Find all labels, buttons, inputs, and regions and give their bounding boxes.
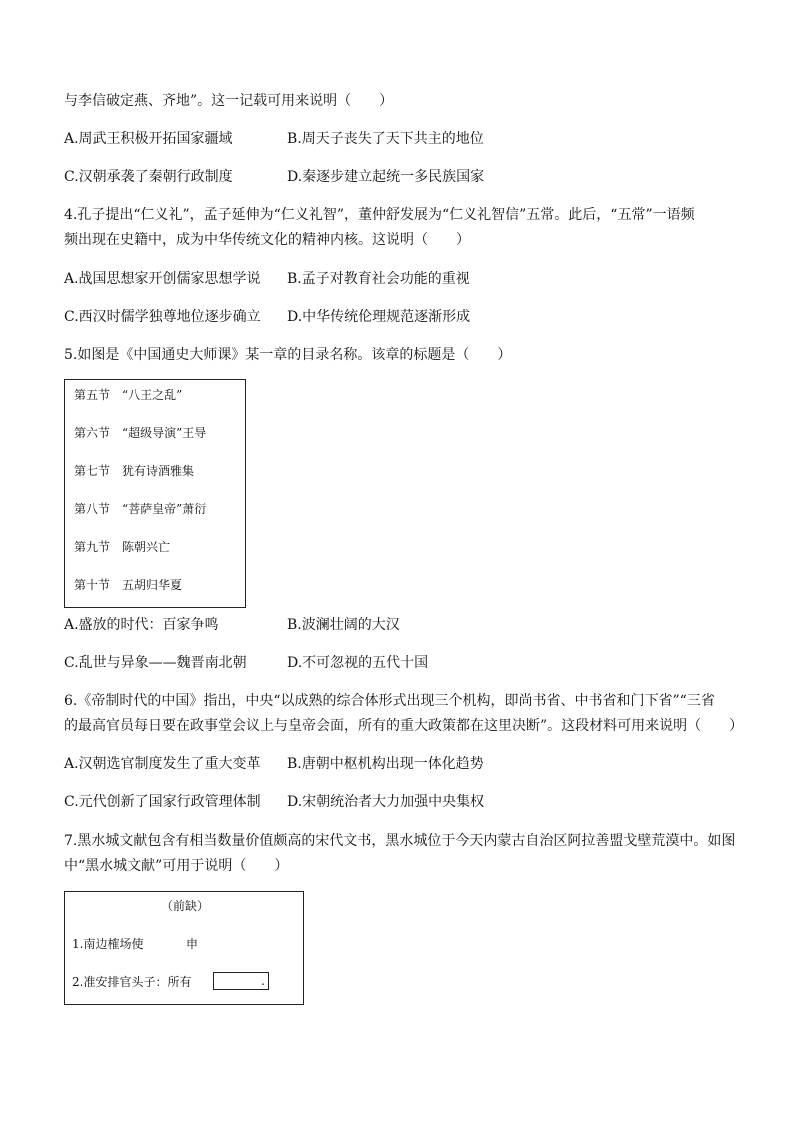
toc-item: 第十节 五胡归华夏 [74, 578, 183, 592]
doc-row1-label: 1.南边榷场使 [72, 937, 144, 951]
toc-item: 第六节 “超级导演”王导 [74, 426, 207, 440]
q4-option-d[interactable]: D.中华传统伦理规范逐渐形成 [287, 309, 471, 325]
q6-option-d[interactable]: D.宋朝统治者大力加强中央集权 [287, 794, 485, 810]
toc-item: 第五节 “八王之乱” [74, 388, 183, 402]
q5-option-a[interactable]: A.盛放的时代：百家争鸣 [64, 617, 219, 633]
q5-table-of-contents-figure [64, 379, 246, 608]
q3-option-b[interactable]: B.周天子丧失了天下共主的地位 [287, 131, 484, 147]
q5-option-d[interactable]: D.不可忽视的五代十国 [287, 655, 429, 671]
doc-row1-value: 申 [186, 937, 199, 951]
q7-document-figure [64, 891, 304, 1005]
q6-stem-line1: 6.《帝制时代的中国》指出，中央“以成熟的综合体形式出现三个机构，即尚书省、中书省和门下省”“三省 [64, 693, 715, 709]
q4-stem-line2: 频出现在史籍中，成为中华传统文化的精神内核。这说明（ ） [64, 232, 470, 248]
q3-option-a[interactable]: A.周武王积极开拓国家疆域 [64, 131, 233, 147]
toc-item: 第九节 陈朝兴亡 [74, 540, 171, 554]
q4-stem-line1: 4.孔子提出“仁义礼”，孟子延伸为“仁义礼智”，董仲舒发展为“仁义礼智信”五常。此后，“五常”一语频 [64, 207, 695, 223]
toc-item: 第八节 “菩萨皇帝”萧衍 [74, 502, 207, 516]
toc-item: 第七节 犹有诗酒雅集 [74, 464, 195, 478]
q6-option-c[interactable]: C.元代创新了国家行政管理体制 [64, 794, 261, 810]
q3-option-c[interactable]: C.汉朝承袭了秦朝行政制度 [64, 169, 233, 185]
q4-option-b[interactable]: B.孟子对教育社会功能的重视 [287, 271, 470, 287]
q4-option-c[interactable]: C.西汉时儒学独尊地位逐步确立 [64, 309, 261, 325]
q5-stem: 5.如图是《中国通史大师课》某一章的目录名称。该章的标题是（ ） [64, 347, 512, 363]
q3-option-d[interactable]: D.秦逐步建立起统一多民族国家 [287, 169, 485, 185]
q6-option-a[interactable]: A.汉朝选官制度发生了重大变革 [64, 756, 261, 772]
q4-option-a[interactable]: A.战国思想家开创儒家思想学说 [64, 271, 261, 287]
q3-stem-tail: 与李信破定燕、齐地”。这一记载可用来说明（ ） [64, 93, 394, 109]
doc-blank-box [213, 972, 269, 990]
doc-header: （前缺） [161, 899, 210, 913]
q5-option-b[interactable]: B.波澜壮阔的大汉 [287, 617, 400, 633]
q6-option-b[interactable]: B.唐朝中枢机构出现一体化趋势 [287, 756, 484, 772]
doc-blank-end: . [261, 974, 265, 988]
q7-stem-line1: 7.黑水城文献包含有相当数量价值颇高的宋代文书，黑水城位于今天内蒙古自治区阿拉善盟戈壁荒漠中。如图 [64, 833, 736, 849]
q6-stem-line2: 的最高官员每日要在政事堂会议上与皇帝会面，所有的重大政策都在这里决断”。这段材料可用来说明（ ） [64, 718, 744, 734]
q7-stem-line2: 中“黑水城文献”可用于说明（ ） [64, 858, 289, 874]
q5-option-c[interactable]: C.乱世与异象——魏晋南北朝 [64, 655, 247, 671]
doc-row2-label: 2.准安排官头子：所有 [72, 975, 192, 989]
